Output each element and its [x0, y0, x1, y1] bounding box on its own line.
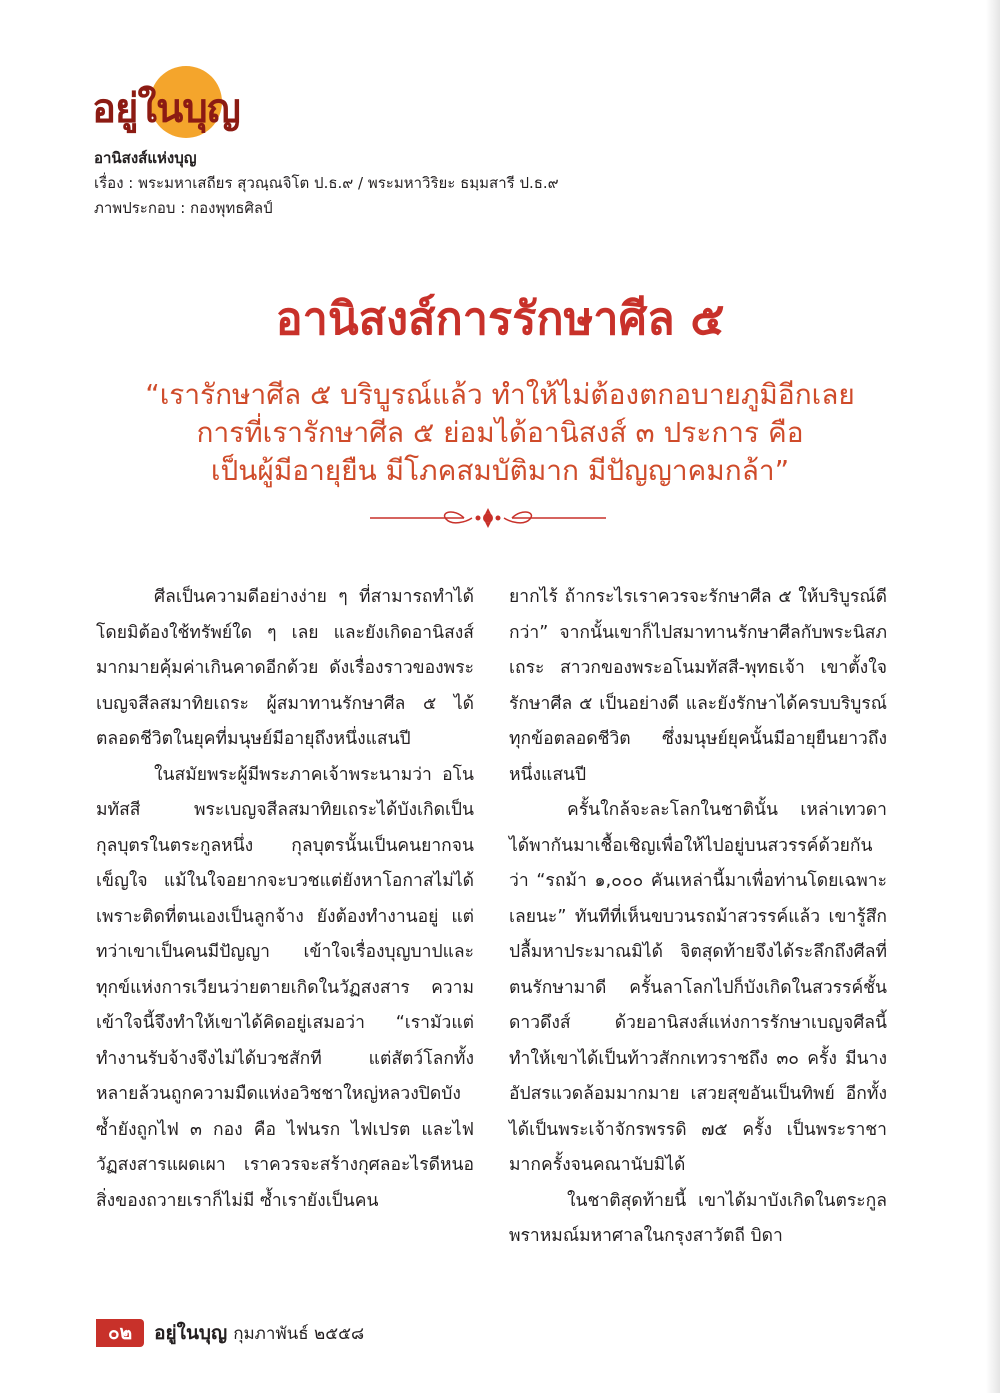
- story-credit: เรื่อง : พระมหาเสถียร สุวณฺณจิโต ป.ธ.๙ / พระมหาวิริยะ ธมฺมสารี ป.ธ.๙: [94, 174, 559, 192]
- page-number: ๐๒: [96, 1319, 144, 1347]
- section-name: อานิสงส์แห่งบุญ: [94, 149, 197, 167]
- paragraph: ในชาติสุดท้ายนี้ เขาได้มาบังเกิดในตระกูลพราหมณ์มหาศาลในกรุงสาวัตถี บิดา: [509, 1190, 887, 1246]
- ornament-divider-icon: [368, 506, 608, 530]
- magazine-name: อยู่ในบุญ: [154, 1322, 228, 1344]
- article-title: อานิสงส์การรักษาศีล ๕: [275, 292, 725, 345]
- body-column-right: [509, 580, 887, 1255]
- paragraph-continued: ยากไร้ ถ้ากระไรเราควรจะรักษาศีล ๕ ให้บริบูรณ์ดีกว่า” จากนั้นเขาก็ไปสมาทานรักษาศีลกับพระนิสภเถระ สาวกของพระอโนมทัสสี-พุทธเจ้า เขาตั้งใจรักษาศีล ๕ เป็นอย่างดี และยังรักษาได้ครบบริบูรณ์ทุกข้อตลอดชีวิต ซึ่งมนุษย์ยุคนั้นมีอายุยืนยาวถึงหนึ่งแสนปี: [509, 587, 887, 785]
- quote-line-2: การที่เรารักษาศีล ๕ ย่อมได้อานิสงส์ ๓ ประการ คือ: [196, 416, 804, 449]
- quote-line-3: เป็นผู้มีอายุยืน มีโภคสมบัติมาก มีปัญญาคมกล้า”: [210, 454, 790, 487]
- pull-quote: [60, 376, 940, 490]
- paragraph: ศีลเป็นความดีอย่างง่าย ๆ ที่สามารถทำได้โดยมิต้องใช้ทรัพย์ใด ๆ เลย และยังเกิดอานิสงส์มากมายคุ้มค่าเกินคาดอีกด้วย ดังเรื่องราวของพระเบญจสีลสมาทิยเถระ ผู้สมาทานรักษาศีล ๕ ได้ตลอดชีวิตในยุคที่มนุษย์มีอายุถึงหนึ่งแสนปี: [96, 587, 474, 749]
- page-footer: [96, 1318, 364, 1348]
- paragraph: ในสมัยพระผู้มีพระภาคเจ้าพระนามว่า อโนมทัสสี พระเบญจสีลสมาทิยเถระได้บังเกิดเป็นกุลบุตรในตระกูลหนึ่ง กุลบุตรนั้นเป็นคนยากจนเข็ญใจ แม้ในใจอยากจะบวชแต่ยังหาโอกาสไม่ได้ เพราะติดที่ตนเองเป็นลูกจ้าง ยังต้องทำงานอยู่ แต่ทว่าเขาเป็นคนมีปัญญา เข้าใจเรื่องบุญบาปและทุกข์แห่งการเวียนว่ายตายเกิดในวัฏสงสาร ความเข้าใจนี้จึงทำให้เขาได้คิดอยู่เสมอว่า “เรามัวแต่ทำงานรับจ้างจึงไม่ได้บวชสักที แต่สัตว์โลกทั้งหลายล้วนถูกความมืดแห่งอวิชชาใหญ่หลวงปิดบัง ซ้ำยังถูกไฟ ๓ กอง คือ ไฟนรก ไฟเปรต และไฟวัฏสงสารแผดเผา เราควรจะสร้างกุศลอะไรดีหนอ สิ่งของถวายเราก็ไม่มี ซ้ำเรายังเป็นคน: [96, 764, 474, 1211]
- issue-date: กุมภาพันธ์ ๒๕๕๘: [233, 1323, 365, 1344]
- illustration-credit: ภาพประกอบ : กองพุทธศิลป์: [94, 199, 273, 217]
- paragraph: ครั้นใกล้จะละโลกในชาตินั้น เหล่าเทวดาได้พากันมาเชื้อเชิญเพื่อให้ไปอยู่บนสวรรค์ด้วยกันว่า “รถม้า ๑,๐๐๐ คันเหล่านี้มาเพื่อท่านโดยเฉพาะเลยนะ” ทันทีที่เห็นขบวนรถม้าสวรรค์แล้ว เขารู้สึกปลื้มหาประมาณมิได้ จิตสุดท้ายจึงได้ระลึกถึงศีลที่ตนรักษามาดี ครั้นลาโลกไปก็บังเกิดในสวรรค์ชั้นดาวดึงส์ ด้วยอานิสงส์แห่งการรักษาเบญจศีลนี้ ทำให้เขาได้เป็นท้าวสักกเทวราชถึง ๓๐ ครั้ง มีนางอัปสรแวดล้อมมากมาย เสวยสุขอันเป็นทิพย์ อีกทั้งได้เป็นพระเจ้าจักรพรรดิ ๗๕ ครั้ง เป็นพระราชามากครั้งจนคณานับมิได้: [509, 800, 887, 1175]
- magazine-logo: [92, 58, 240, 138]
- body-column-left: [96, 580, 474, 1219]
- quote-line-1: “เรารักษาศีล ๕ บริบูรณ์แล้ว ทำให้ไม่ต้องตกอบายภูมิอีกเลย: [145, 378, 855, 411]
- page-edge-shadow: [986, 0, 1000, 1393]
- article-credits: [94, 146, 559, 221]
- logo-text: อยู่ในบุญ: [92, 85, 240, 132]
